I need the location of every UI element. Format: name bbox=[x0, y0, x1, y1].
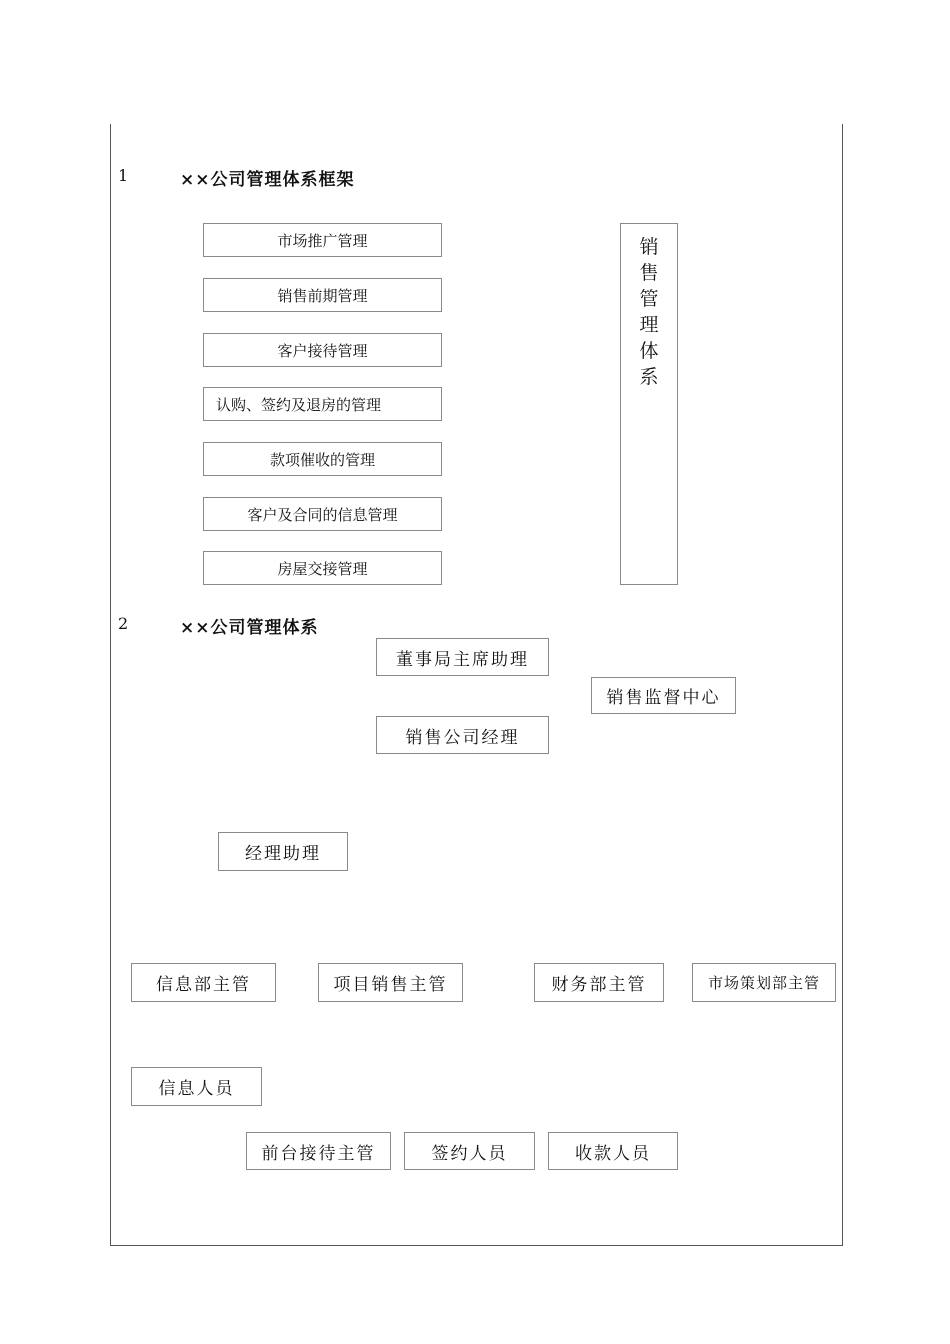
item-handover: 房屋交接管理 bbox=[203, 551, 442, 585]
item-presales: 销售前期管理 bbox=[203, 278, 442, 312]
chairman-assistant-box: 董事局主席助理 bbox=[376, 638, 549, 676]
contract-staff-box: 签约人员 bbox=[404, 1132, 535, 1170]
supervision-center-box: 销售监督中心 bbox=[591, 677, 736, 714]
item-collection: 款项催收的管理 bbox=[203, 442, 442, 476]
vertical-label: 销 售 管 理 体 系 bbox=[639, 236, 659, 388]
sales-management-system-box bbox=[620, 223, 678, 585]
finance-supervisor-box: 财务部主管 bbox=[534, 963, 664, 1002]
reception-supervisor-box: 前台接待主管 bbox=[246, 1132, 391, 1170]
item-market-promotion: 市场推广管理 bbox=[203, 223, 442, 257]
info-staff-box: 信息人员 bbox=[131, 1067, 262, 1106]
info-supervisor-box: 信息部主管 bbox=[131, 963, 276, 1002]
item-info-management: 客户及合同的信息管理 bbox=[203, 497, 442, 531]
section1-number: 1 bbox=[118, 166, 129, 185]
section1-title: ××公司管理体系框架 bbox=[180, 170, 355, 190]
payment-staff-box: 收款人员 bbox=[548, 1132, 678, 1170]
sales-manager-box: 销售公司经理 bbox=[376, 716, 549, 754]
item-subscription: 认购、签约及退房的管理 bbox=[203, 387, 442, 421]
item-reception: 客户接待管理 bbox=[203, 333, 442, 367]
project-sales-supervisor-box: 项目销售主管 bbox=[318, 963, 463, 1002]
section2-number: 2 bbox=[118, 614, 129, 633]
manager-assistant-box: 经理助理 bbox=[218, 832, 348, 871]
section2-title: ××公司管理体系 bbox=[180, 618, 319, 638]
marketing-supervisor-box: 市场策划部主管 bbox=[692, 963, 836, 1002]
